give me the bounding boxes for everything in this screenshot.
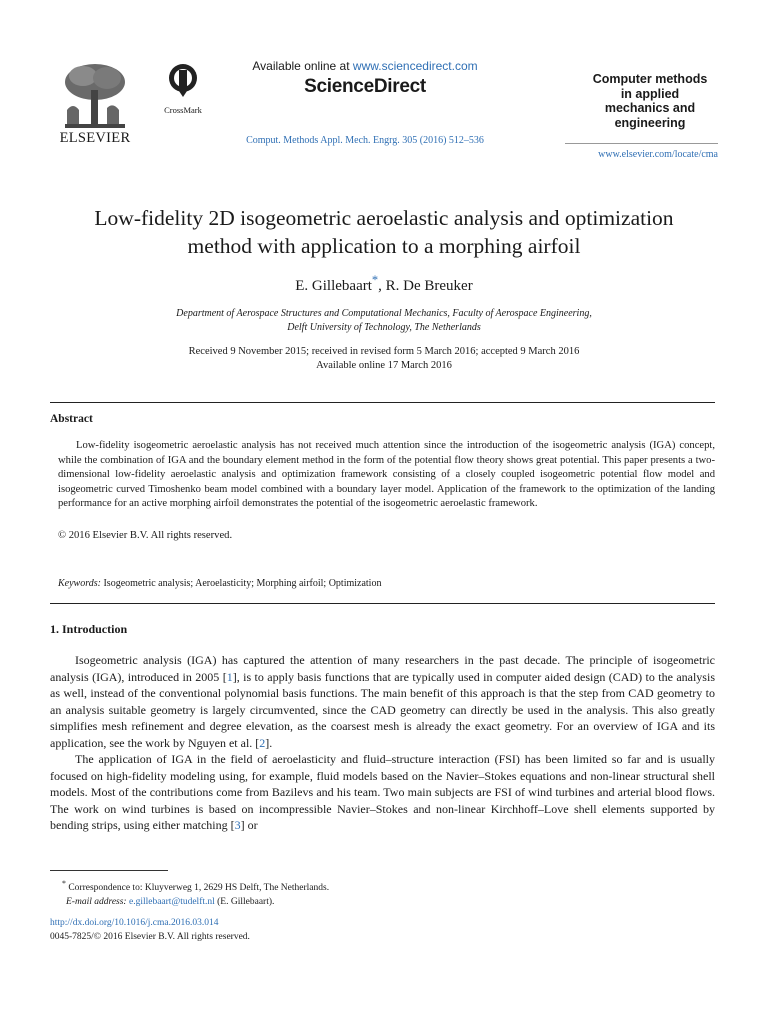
crossmark-label: CrossMark xyxy=(164,105,202,115)
reference-link[interactable]: 1 xyxy=(226,669,233,684)
sciencedirect-link[interactable]: www.sciencedirect.com xyxy=(352,59,478,73)
correspondence-note xyxy=(62,877,329,896)
abstract-text: Low-fidelity isogeometric aeroelastic analysis has not received much attention since the introduction of the isogeometric analysis (IGA) concept, while the combination of IGA and the boundary element method in the form of the potential flow theory shows great potential. This paper presents a two-dimensional low-fidelity aeroelastic analysis and optimization framework consisting of a closely coupled isogeometric potential flow model and isogeometric curved Timoshenko beam model combined with a boundary layer model. Application of the framework to the optimization of the landing performance for an active morphing airfoil demonstrates the potential of the isogeometric aeroelastic framework. xyxy=(58,440,715,509)
title-line: method with application to a morphing airfoil xyxy=(187,234,581,258)
publisher-name: ELSEVIER xyxy=(59,130,131,146)
header-divider xyxy=(565,143,718,144)
email-link[interactable]: e.gillebaart@tudelft.nl xyxy=(128,896,215,907)
journal-line: engineering xyxy=(614,115,686,130)
abstract-top-rule xyxy=(50,402,715,403)
dates-line: Available online 17 March 2016 xyxy=(316,360,452,371)
article-dates xyxy=(50,345,718,373)
abstract-heading: Abstract xyxy=(50,413,93,425)
abstract-bottom-rule xyxy=(50,603,715,604)
crossmark-icon xyxy=(167,62,199,98)
abstract-copyright: © 2016 Elsevier B.V. All rights reserved. xyxy=(58,530,233,541)
tree-icon xyxy=(55,60,133,130)
doi-block xyxy=(50,917,250,944)
available-prefix: Available online at xyxy=(252,59,353,73)
article-title xyxy=(50,204,718,260)
section-heading: 1. Introduction xyxy=(50,622,128,636)
journal-title-box xyxy=(583,72,717,130)
paragraph xyxy=(50,652,715,751)
paragraph-text: ], is to apply basis functions that are typically used in computer aided design (CAD) to the analysis as well, instead of the conventional polynomial basis functions. The main benefit of this approach is that the step from CAD geometry to an analysis suitable geometry is largely circumvented, since the CAD geometry can directly be used in the analysis. This also greatly simplifies mesh refinement and degree elevation, as the coarsest mesh is already the exact geometry. For an overview of IGA and its application, see the work by Nguyen et al. [ xyxy=(50,669,715,750)
footnote-rule xyxy=(50,870,168,871)
corresponding-mark[interactable]: * xyxy=(371,273,379,287)
author-list xyxy=(50,273,718,295)
correspondence-text: Correspondence to: Kluyverweg 1, 2629 HS Delft, The Netherlands. xyxy=(65,883,330,894)
paragraph-text: The application of IGA in the field of aeroelasticity and fluid–structure interaction (FSI) has been limited so far and is usually focused on high-fidelity modeling using, for example, fluid models based on the Navier–Stokes equations and non-linear structural shell models. Most of the contributions come from Bazilevs and his team. Two main subjects are FSI of wind turbines and arterial blood flows. The work on wind turbines is based on incompressible Navier–Stokes and non-linear Kirchhoff–Love shell elements supported by bending strips, using either matching [ xyxy=(50,752,715,832)
journal-url-link[interactable]: www.elsevier.com/locate/cma xyxy=(598,149,718,160)
journal-line: Computer methods xyxy=(592,72,708,86)
paragraph-text: ] or xyxy=(240,818,258,832)
footnotes xyxy=(62,877,329,909)
keywords-text: Isogeometric analysis; Aeroelasticity; Morphing airfoil; Optimization xyxy=(100,578,382,589)
keywords-label: Keywords: xyxy=(58,578,101,589)
email-note xyxy=(62,896,329,910)
doi-link[interactable]: http://dx.doi.org/10.1016/j.cma.2016.03.014 xyxy=(50,918,219,928)
intro-body xyxy=(50,652,715,834)
elsevier-tree-logo xyxy=(55,60,133,135)
paragraph-text: Isogeometric analysis (IGA) has captured the attention of many researchers in the past decade. The principle of isogeometric analysis (IGA), introduced in 2005 [ xyxy=(50,653,715,684)
dates-line: Received 9 November 2015; received in revised form 5 March 2016; accepted 9 March 2016 xyxy=(188,346,580,357)
reference-link[interactable]: 2 xyxy=(259,735,266,750)
crossmark-badge[interactable] xyxy=(162,62,204,115)
paragraph xyxy=(50,751,715,834)
author-name: E. Gillebaart xyxy=(295,278,372,294)
sciencedirect-brand: ScienceDirect xyxy=(304,76,426,97)
journal-line: mechanics and xyxy=(604,101,696,115)
affiliation-line: Delft University of Technology, The Netherlands xyxy=(287,322,481,333)
reference-link[interactable]: 3 xyxy=(234,818,241,832)
email-label: E-mail address: xyxy=(66,896,127,907)
paragraph-text: ]. xyxy=(265,735,273,750)
available-online xyxy=(200,59,530,73)
email-suffix: (E. Gillebaart). xyxy=(214,896,275,907)
author-name: , R. De Breuker xyxy=(378,278,473,294)
keywords xyxy=(58,578,381,589)
issn-line: 0045-7825/© 2016 Elsevier B.V. All rights reserved. xyxy=(50,931,250,942)
title-line: Low-fidelity 2D isogeometric aeroelastic analysis and optimization xyxy=(94,206,674,230)
affiliation xyxy=(50,307,718,335)
footnote-mark: * xyxy=(62,879,66,888)
journal-citation[interactable]: Comput. Methods Appl. Mech. Engrg. 305 (2016) 512–536 xyxy=(246,135,484,146)
journal-line: in applied xyxy=(620,86,680,101)
affiliation-line: Department of Aerospace Structures and Computational Mechanics, Faculty of Aerospace Engineering, xyxy=(176,308,592,319)
